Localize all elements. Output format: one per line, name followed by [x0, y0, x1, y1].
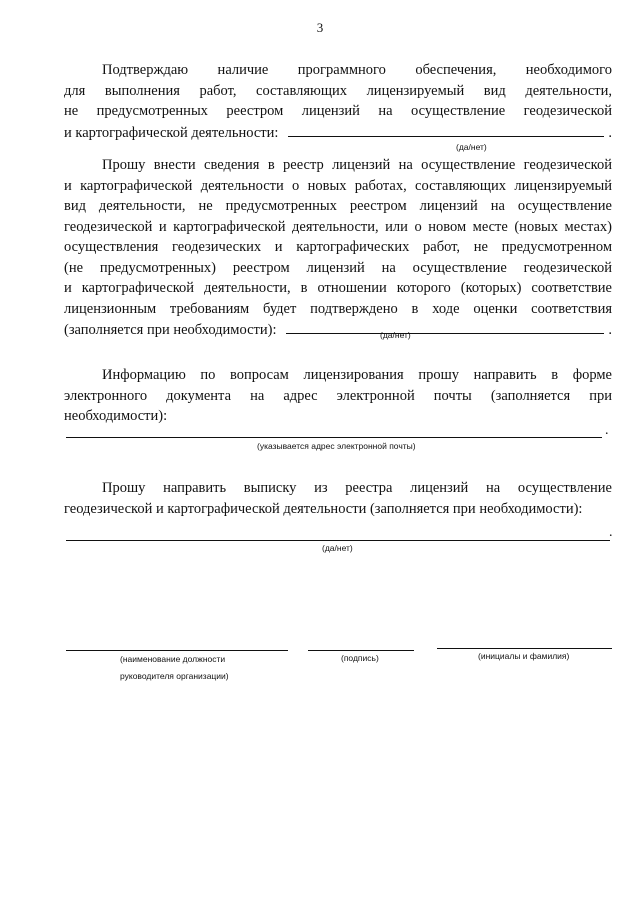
page-number: 3 — [316, 20, 324, 35]
yes-no-hint: (да/нет) — [456, 142, 487, 152]
email-hint: (указывается адрес электронной почты) — [257, 441, 416, 451]
text-line: Подтверждаю наличие программного обеспечения, необходимого — [102, 62, 612, 78]
new-works-answer-field[interactable] — [286, 319, 604, 334]
period: . — [609, 525, 613, 540]
text-line: вид деятельности, не предусмотренных реестром лицензий на осуществление — [64, 198, 612, 214]
signature-label: (подпись) — [341, 653, 379, 663]
extract-request-paragraph — [64, 478, 612, 519]
position-field[interactable] — [66, 650, 288, 651]
yes-no-hint: (да/нет) — [322, 543, 353, 553]
software-answer-row — [64, 122, 612, 144]
yes-no-hint: (да/нет) — [380, 330, 411, 340]
new-works-request-paragraph — [64, 155, 612, 341]
text-line: геодезической и картографической деятельности, или о новом месте (новых местах) — [64, 218, 612, 235]
text-line: и картографической деятельности: — [64, 124, 279, 141]
position-label: (наименование должности — [120, 654, 226, 664]
text-line: Прошу направить выписку из реестра лицензий на осуществление — [102, 480, 612, 496]
text-line: лицензионным требованиям будет подтверждено в ходе оценки соответствия — [64, 300, 612, 317]
text-line: необходимости): — [64, 408, 168, 424]
position-label-continued: руководителя организации) — [120, 671, 229, 681]
period: . — [608, 124, 612, 141]
period: . — [608, 322, 612, 338]
software-answer-field[interactable] — [288, 122, 604, 137]
text-line: не предусмотренных реестром лицензий на осуществление геодезической — [64, 103, 612, 119]
email-address-field[interactable] — [66, 437, 602, 438]
signature-field[interactable] — [308, 650, 414, 651]
extract-answer-field[interactable] — [66, 540, 610, 541]
text-line: (не предусмотренных) реестром лицензий на осуществление геодезической — [64, 259, 612, 276]
name-label: (инициалы и фамилия) — [478, 651, 570, 661]
text-line: и картографической деятельности о новых работах, составляющих лицензируемый — [64, 177, 612, 194]
email-info-paragraph — [64, 365, 612, 427]
name-field[interactable] — [437, 648, 612, 649]
text-line: электронного документа на адрес электронной почты (заполняется при — [64, 387, 612, 404]
software-confirmation-paragraph — [64, 60, 612, 143]
text-line: (заполняется при необходимости): — [64, 322, 277, 338]
text-line: Информацию по вопросам лицензирования прошу направить в форме — [102, 367, 612, 383]
text-line: для выполнения работ, составляющих лицензируемый вид деятельности, — [64, 82, 612, 99]
text-line: осуществления геодезических и картографических работ, не предусмотренном — [64, 239, 612, 255]
text-line: геодезической и картографической деятельности (заполняется при необходимости): — [64, 500, 583, 517]
period: . — [605, 423, 609, 438]
text-line: Прошу внести сведения в реестр лицензий на осуществление геодезической — [102, 157, 612, 173]
text-line: и картографической деятельности, в отношении которого (которых) соответствие — [64, 280, 612, 296]
new-works-answer-row — [64, 319, 612, 341]
